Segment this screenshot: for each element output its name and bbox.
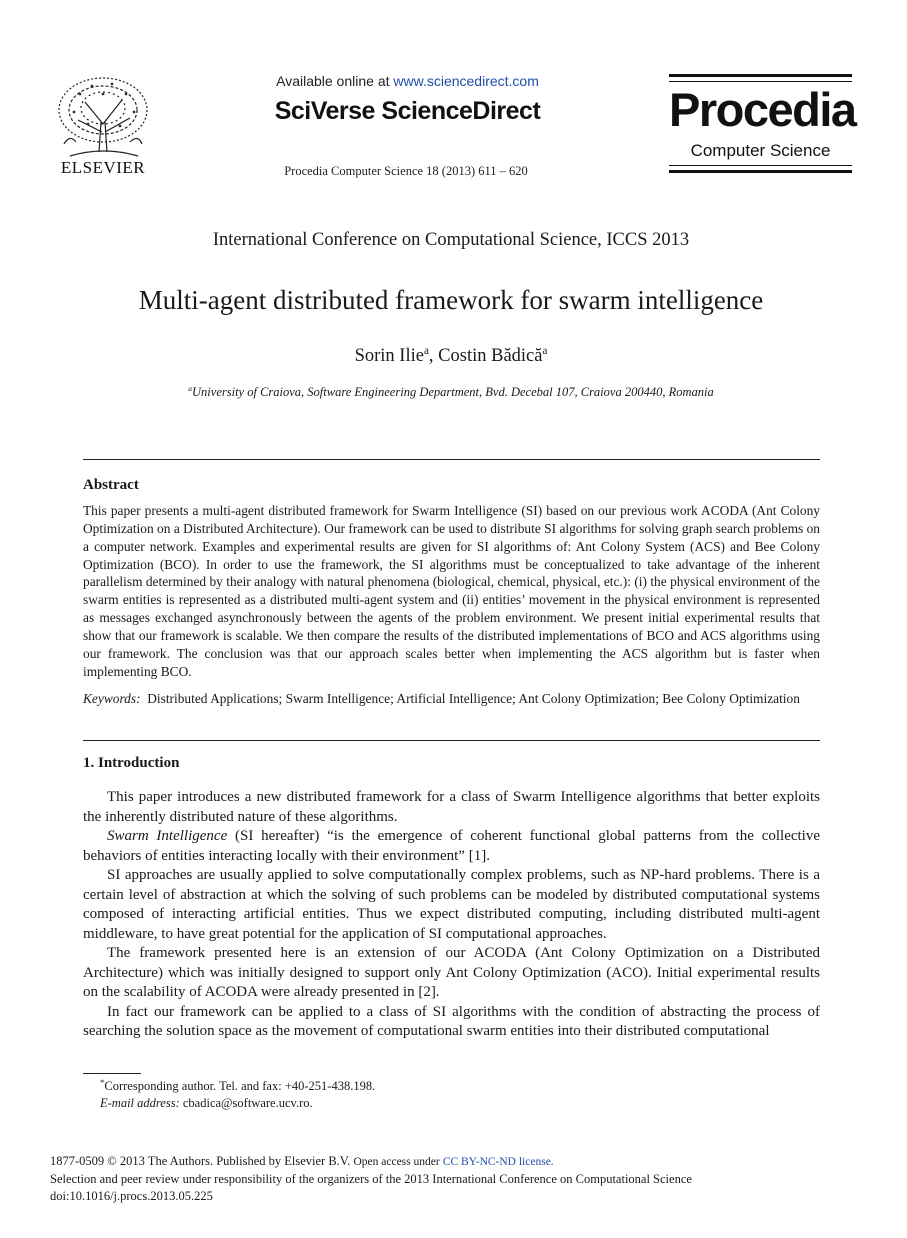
available-online-prefix: Available online at <box>276 73 394 89</box>
procedia-bottom-rule <box>669 170 852 173</box>
author-name: Costin Bădică <box>438 346 543 366</box>
divider-bottom <box>83 740 820 741</box>
author-affil-mark: a <box>542 344 548 357</box>
footnote <box>83 1078 803 1111</box>
doi-line[interactable]: doi:10.1016/j.procs.2013.05.225 <box>50 1188 213 1203</box>
email-address[interactable]: cbadica@software.ucv.ro. <box>182 1095 313 1110</box>
procedia-subtitle: Computer Science <box>690 141 831 160</box>
author-name: Sorin Ilie <box>354 346 424 366</box>
author-list <box>0 346 902 367</box>
license-link[interactable]: CC BY-NC-ND license. <box>442 1156 554 1168</box>
paragraph-text: (SI hereafter) “is the emergence of coherent functional global patterns from the collective behaviors of entities interacting locally with their environment” [1]. <box>83 828 820 864</box>
affiliation <box>0 385 902 400</box>
conference-name: International Conference on Computational Science, ICCS 2013 <box>212 230 690 250</box>
page-footer <box>50 1153 850 1204</box>
procedia-top-thin-rule <box>669 81 852 82</box>
procedia-top-rule <box>669 74 852 77</box>
divider-top <box>83 459 820 460</box>
affiliation-text: University of Craiova, Software Engineering Department, Bvd. Decebal 107, Craiova 200440, Romania <box>192 385 714 399</box>
paragraph: In fact our framework can be applied to a class of SI algorithms with the condition of abstracting the process of searching the solution space as the movement of computational swarm entities into their distributed computational <box>83 1003 820 1039</box>
footnote-mark: * <box>100 1076 105 1087</box>
paper-title: Multi-agent distributed framework for swarm intelligence <box>138 285 764 315</box>
corresponding-text: Corresponding author. Tel. and fax: +40-251-438.198. <box>104 1079 376 1093</box>
email-label: E-mail address: <box>100 1095 180 1110</box>
paragraph: SI approaches are usually applied to solve computationally complex problems, such as NP-hard problems. There is a certain level of abstraction at which the solving of such problems can be modeled by distributed computational systems composed of interacting artificial entities. Thus we expect distributed computing, including distributed multi-agent middleware, to have great potential for the application of SI computational approaches. <box>83 867 820 942</box>
sciencedirect-link[interactable]: www.sciencedirect.com <box>393 73 539 89</box>
paragraph <box>83 827 820 866</box>
introduction-body <box>83 788 820 1042</box>
email-note <box>83 1095 803 1112</box>
abstract-text: This paper presents a multi-agent distributed framework for Swarm Intelligence (SI) based on our previous work ACODA (Ant Colony Optimization on a Distributed Architecture). Our framework can be used to distribute SI algorithms for solving graph search problems on a computer network. Examples and experimental results are given for SI algorithms of: Ant Colony System (ACS) and Bee Colony Optimization (BCO). In order to use the framework, the SI algorithms must be conceptualized to take advantage of the inherent parallelism determined by their analogy with natural phenomena (biological, chemical, physical, etc.): (i) the physical environment of the swarm entities is represented as a distributed multi-agent system and (ii) entities’ movement in the physical environment is represented as messages exchanged asynchronously between the agents of the problem environment. We present initial experimental results that show that our framework is scalable. We then compare the results of the distributed implementations of BCO and ACS algorithms using our framework. The conclusion was that our approach scales better when implementing the ACS algorithm but is faster when implementing BCO. <box>83 503 820 679</box>
abstract-heading: Abstract <box>83 477 139 493</box>
platform-name: SciVerse ScienceDirect <box>274 97 541 125</box>
journal-reference: Procedia Computer Science 18 (2013) 611 – 620 <box>284 164 528 178</box>
keywords-list: Distributed Applications; Swarm Intelligence; Artificial Intelligence; Ant Colony Optimization; Bee Colony Optimization <box>147 691 800 706</box>
author-separator: , <box>428 346 439 366</box>
affiliation-mark: a <box>188 383 193 393</box>
term-emphasis: Swarm Intelligence <box>107 828 228 844</box>
elsevier-wordmark: ELSEVIER <box>60 158 146 177</box>
keywords <box>83 690 803 708</box>
keywords-label: Keywords: <box>83 691 141 706</box>
paragraph: This paper introduces a new distributed framework for a class of Swarm Intelligence algorithms that better exploits the inherently distributed nature of these algorithms. <box>83 789 820 825</box>
author-affil-mark: a <box>423 344 429 357</box>
procedia-bottom-thin-rule <box>669 165 852 166</box>
open-access-text: Open access under <box>353 1156 440 1168</box>
copyright-line <box>50 1153 850 1171</box>
introduction-heading: 1. Introduction <box>83 755 180 771</box>
footnote-rule <box>83 1073 141 1074</box>
corresponding-author-note <box>83 1078 803 1095</box>
paragraph: The framework presented here is an extension of our ACODA (Ant Colony Optimization on a Distributed Architecture) which was initially designed to support only Ant Colony Optimization (ACO). Initial experimental results on the scalability of ACODA were already presented in [2]. <box>83 945 820 1000</box>
copyright-text: 1877-0509 © 2013 The Authors. Published by Elsevier B.V. <box>50 1154 351 1168</box>
procedia-logo <box>669 72 856 176</box>
peer-review-line: Selection and peer review under responsibility of the organizers of the 2013 International Conference on Computational Science <box>50 1171 692 1186</box>
procedia-brand: Procedia <box>669 83 856 136</box>
